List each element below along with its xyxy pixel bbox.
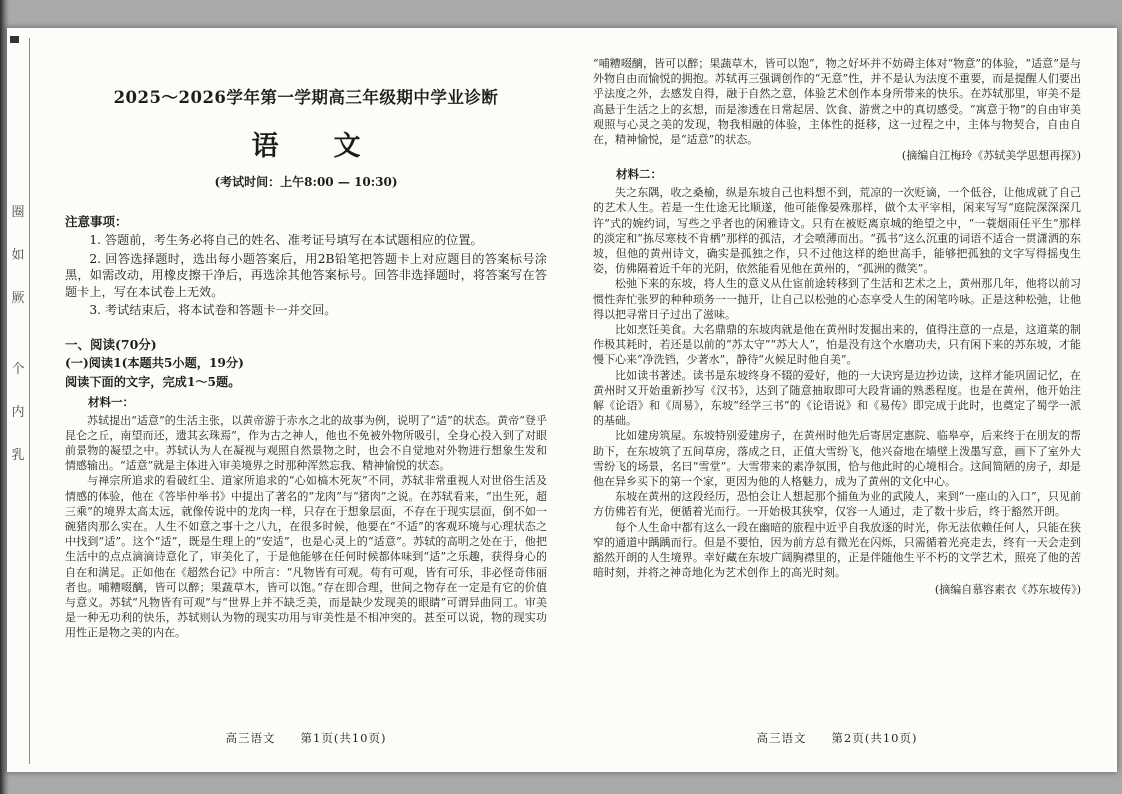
- material-2-label: 材料二：: [616, 167, 662, 182]
- subject-title: 语 文: [251, 131, 375, 162]
- material-2-paragraph: 东坡在黄州的这段经历，恐怕会让人想起那个捕鱼为业的武陵人，来到“一座山的入口”，只见前方仿佛若有光，便循着光而行。一开始极其狭窄，仅容一人通过，走了数十步后，终于豁然开朗。: [593, 490, 1081, 519]
- page-2-footer: 高三语文 第2页(共10页): [756, 731, 918, 745]
- source-attribution-1: (摘编自江梅玲《苏轼美学思想再探》): [901, 149, 1081, 163]
- seal-glyph: 圈: [11, 205, 25, 220]
- material-1-continuation: “哺糟啜醨，皆可以醉；果蔬草木，皆可以饱”，物之好坏并不妨碍主体对“物意”的体验，“适意”是与外物自由而愉悦的拥抱。苏轼再三强调创作的“无意”性，并不是认为法度不重要，而是提醒人们要出乎法度之外，去感发自得，融于自然之意，体验艺术创作本身所带来的快乐。在苏轼那里，审美不是高悬于生活之上的玄想，而是渗透在日常起居、饮食、游赏之中的真切感受。“寓意于物”的自由审美观照与心灵之美的发现，物我相融的体验，主体性的挺移，这一过程之中，主体与物契合，自由自在，精神愉悦，是“适意”的状态。: [593, 57, 1081, 147]
- exam-time: (考试时间：上午8:00 — 10:30): [214, 175, 398, 189]
- page-1-footer: 高三语文 第1页(共10页): [225, 731, 387, 745]
- notice-item-3: 3. 考试结束后，将本试卷和答题卡一并交回。: [89, 303, 337, 317]
- registration-mark: [10, 36, 19, 43]
- exam-paper: [7, 28, 1117, 772]
- notice-heading: 注意事项：: [65, 214, 128, 229]
- seal-glyph: 如: [11, 248, 25, 263]
- material-1-label: 材料一：: [88, 394, 134, 409]
- reading-instruction: 阅读下面的文字，完成1～5题。: [65, 374, 241, 389]
- material-1-paragraph: 与禅宗所追求的看破红尘、道家所追求的“心如槁木死灰”不同，苏轼非常重视人对世俗生活及情感的体验，他在《答毕仲举书》中提出了著名的“龙肉”与“猪肉”之说。在苏轼看来，“出生死，超三乘”的境界太高太远，就像传说中的龙肉一样，只存在于想象层面，不存在于现实层面，倒不如一碗猪肉那么实在。人生不如意之事十之八九，在很多时候，他要在“不适”的客观环境与心理状态之中找到“适”。这个“适”，既是生理上的“安适”，也是心灵上的“适意”。苏轼的高明之处在于，他把生活中的点点滴滴诗意化了，审美化了，于是他能够在任何时候都体味到“适”之乐趣，获得身心的自在和满足。正如他在《超然台记》中所言：“凡物皆有可观。苟有可观，皆有可乐，非必怪奇伟丽者也。哺糟啜醨，皆可以醉；果蔬草木，皆可以饱。”存在即合理，世间之物存在一定是有它的价值与意义。苏轼“凡物皆有可观”与“世界上并不缺乏美，而是缺少发现美的眼睛”可谓异曲同工。审美是一种无功利的快乐，苏轼则认为物的现实功用与审美性是不相冲突的。甚至可以说，物的现实功用性正是物之美的内在。: [65, 474, 547, 640]
- page-2: [593, 28, 1081, 772]
- material-2-paragraph: 比如烹饪美食。大名鼎鼎的东坡肉就是他在黄州时发掘出来的，值得注意的一点是，这道菜的制作极其耗时，若还是以前的“苏太守”“苏大人”，怕是没有这个水磨功夫，只有闲下来的苏东坡，才能慢下心来“净洗铛，少著水”，静待“火候足时他自美”。: [593, 323, 1081, 367]
- material-2-paragraph: 比如建房筑屋。东坡特别爱建房子，在黄州时他先后寄居定惠院、临皋亭，后来终于在朋友的帮助下，在东坡筑了五间草房，落成之日，正值大雪纷飞，他兴奋地在墙壁上泼墨写意，画下了室外大雪纷飞的场景，名曰“雪堂”。大雪带来的素净氛围，恰与他此时的心境相合。这间简陋的房子，却是他在异乡买下的第一个家，更因为他的人格魅力，成为了黄州的文化中心。: [593, 429, 1081, 489]
- source-attribution-2: (摘编自慕容素衣《苏东坡传》): [934, 582, 1081, 596]
- page-1: [65, 28, 547, 772]
- section-heading-reading: 一、阅读(70分): [65, 336, 157, 352]
- material-2-paragraph: 比如读书著述。读书是东坡终身不辍的爱好，他的一大诀窍是边抄边读，这样才能巩固记忆，在黄州时又开始重新抄写《汉书》，达到了随意抽取即可大段背诵的熟悉程度。也是在黄州，他开始注解《论语》和《周易》，东坡“经学三书”的《论语说》和《易传》即完成于此时，也奠定了蜀学一派的基础。: [593, 368, 1081, 428]
- material-1-paragraph: 苏轼提出“适意”的生活主张，以黄帝游于赤水之北的故事为例，说明了“适”的状态。黄帝“登乎昆仑之丘，南望而还，遗其玄珠焉”，作为古之神人，他也不免被外物所吸引，全身心投入到了对眼前景物的凝望之中。苏轼认为人在凝视与观照自然景物之时，也会不自觉地对外物进行想象生发和情感输出。“适意”就是主体进入审美境界之时那种浑然忘我、精神愉悦的状态。: [65, 413, 547, 473]
- material-2-paragraph: 失之东隅，收之桑榆，纵是东坡自己也料想不到，荒凉的一次贬谪，一个低谷，让他成就了自己的艺术人生。若是一生仕途无比顺遂，他可能像晏殊那样，做个太平宰相，闲来写写“庭院深深深几许”式的婉约词，写些之乎者也的闲雅诗文。只有在被贬离京城的绝望之中，“一蓑烟雨任平生”那样的淡定和“拣尽寒枝不肯栖”那样的孤洁，才会喷薄而出。“孤书”这么沉重的词语不适合一贯潇洒的东坡，但他的黄州诗文，确实是孤独之作，只不过他这样的绝世高手，能够把孤独的文字写得摇曳生姿，仿佛隔着近千年的光阴，依然能看见他在黄州的，“孤洲的微笑”。: [593, 186, 1081, 276]
- seal-margin-glyphs: [8, 206, 28, 492]
- notice-item-1: 1. 答题前，考生务必将自己的姓名、准考证号填写在本试题相应的位置。: [89, 233, 483, 247]
- subsection-heading: (一)阅读1(本题共5小题，19分): [65, 355, 244, 370]
- exam-title: 2025～2026学年第一学期高三年级期中学业诊断: [113, 88, 499, 107]
- seal-glyph: 个: [11, 362, 25, 377]
- notice-item-2: 2. 回答选择题时，选出每小题答案后，用2B铅笔把答题卡上对应题目的答案标号涂黑，如需改动，用橡皮擦干净后，再选涂其他答案标号。回答非选择题时，将答案写在答题卡上，写在本试卷上无效。: [65, 251, 547, 299]
- binding-line: [29, 38, 30, 764]
- material-2-paragraph: 松弛下来的东坡，将人生的意义从仕宦前途转移到了生活和艺术之上，黄州那几年，他将以前习惯性奔忙张罗的种种琐务一一抛开，让自己以松弛的心态享受人生的闲笔吟咏。正是这种松弛，让他得以把寻常日子过出了滋味。: [593, 277, 1081, 321]
- seal-glyph: 厥: [11, 291, 25, 306]
- seal-glyph: 乳: [11, 448, 25, 463]
- seal-glyph: 内: [11, 405, 25, 420]
- material-2-paragraph: 每个人生命中都有这么一段在幽暗的旅程中近乎自我放逐的时光，你无法依赖任何人，只能在狭窄的通道中踽踽而行。但是不要怕，因为前方总有微光在闪烁，只需循着光亮走去，终有一天会走到豁然开朗的人生境界。幸好藏在东坡广阔胸襟里的，正是伴随他生平不朽的文学艺术，照亮了他的苦暗时刻，并将之神奇地化为艺术创作上的高光时刻。: [593, 520, 1081, 580]
